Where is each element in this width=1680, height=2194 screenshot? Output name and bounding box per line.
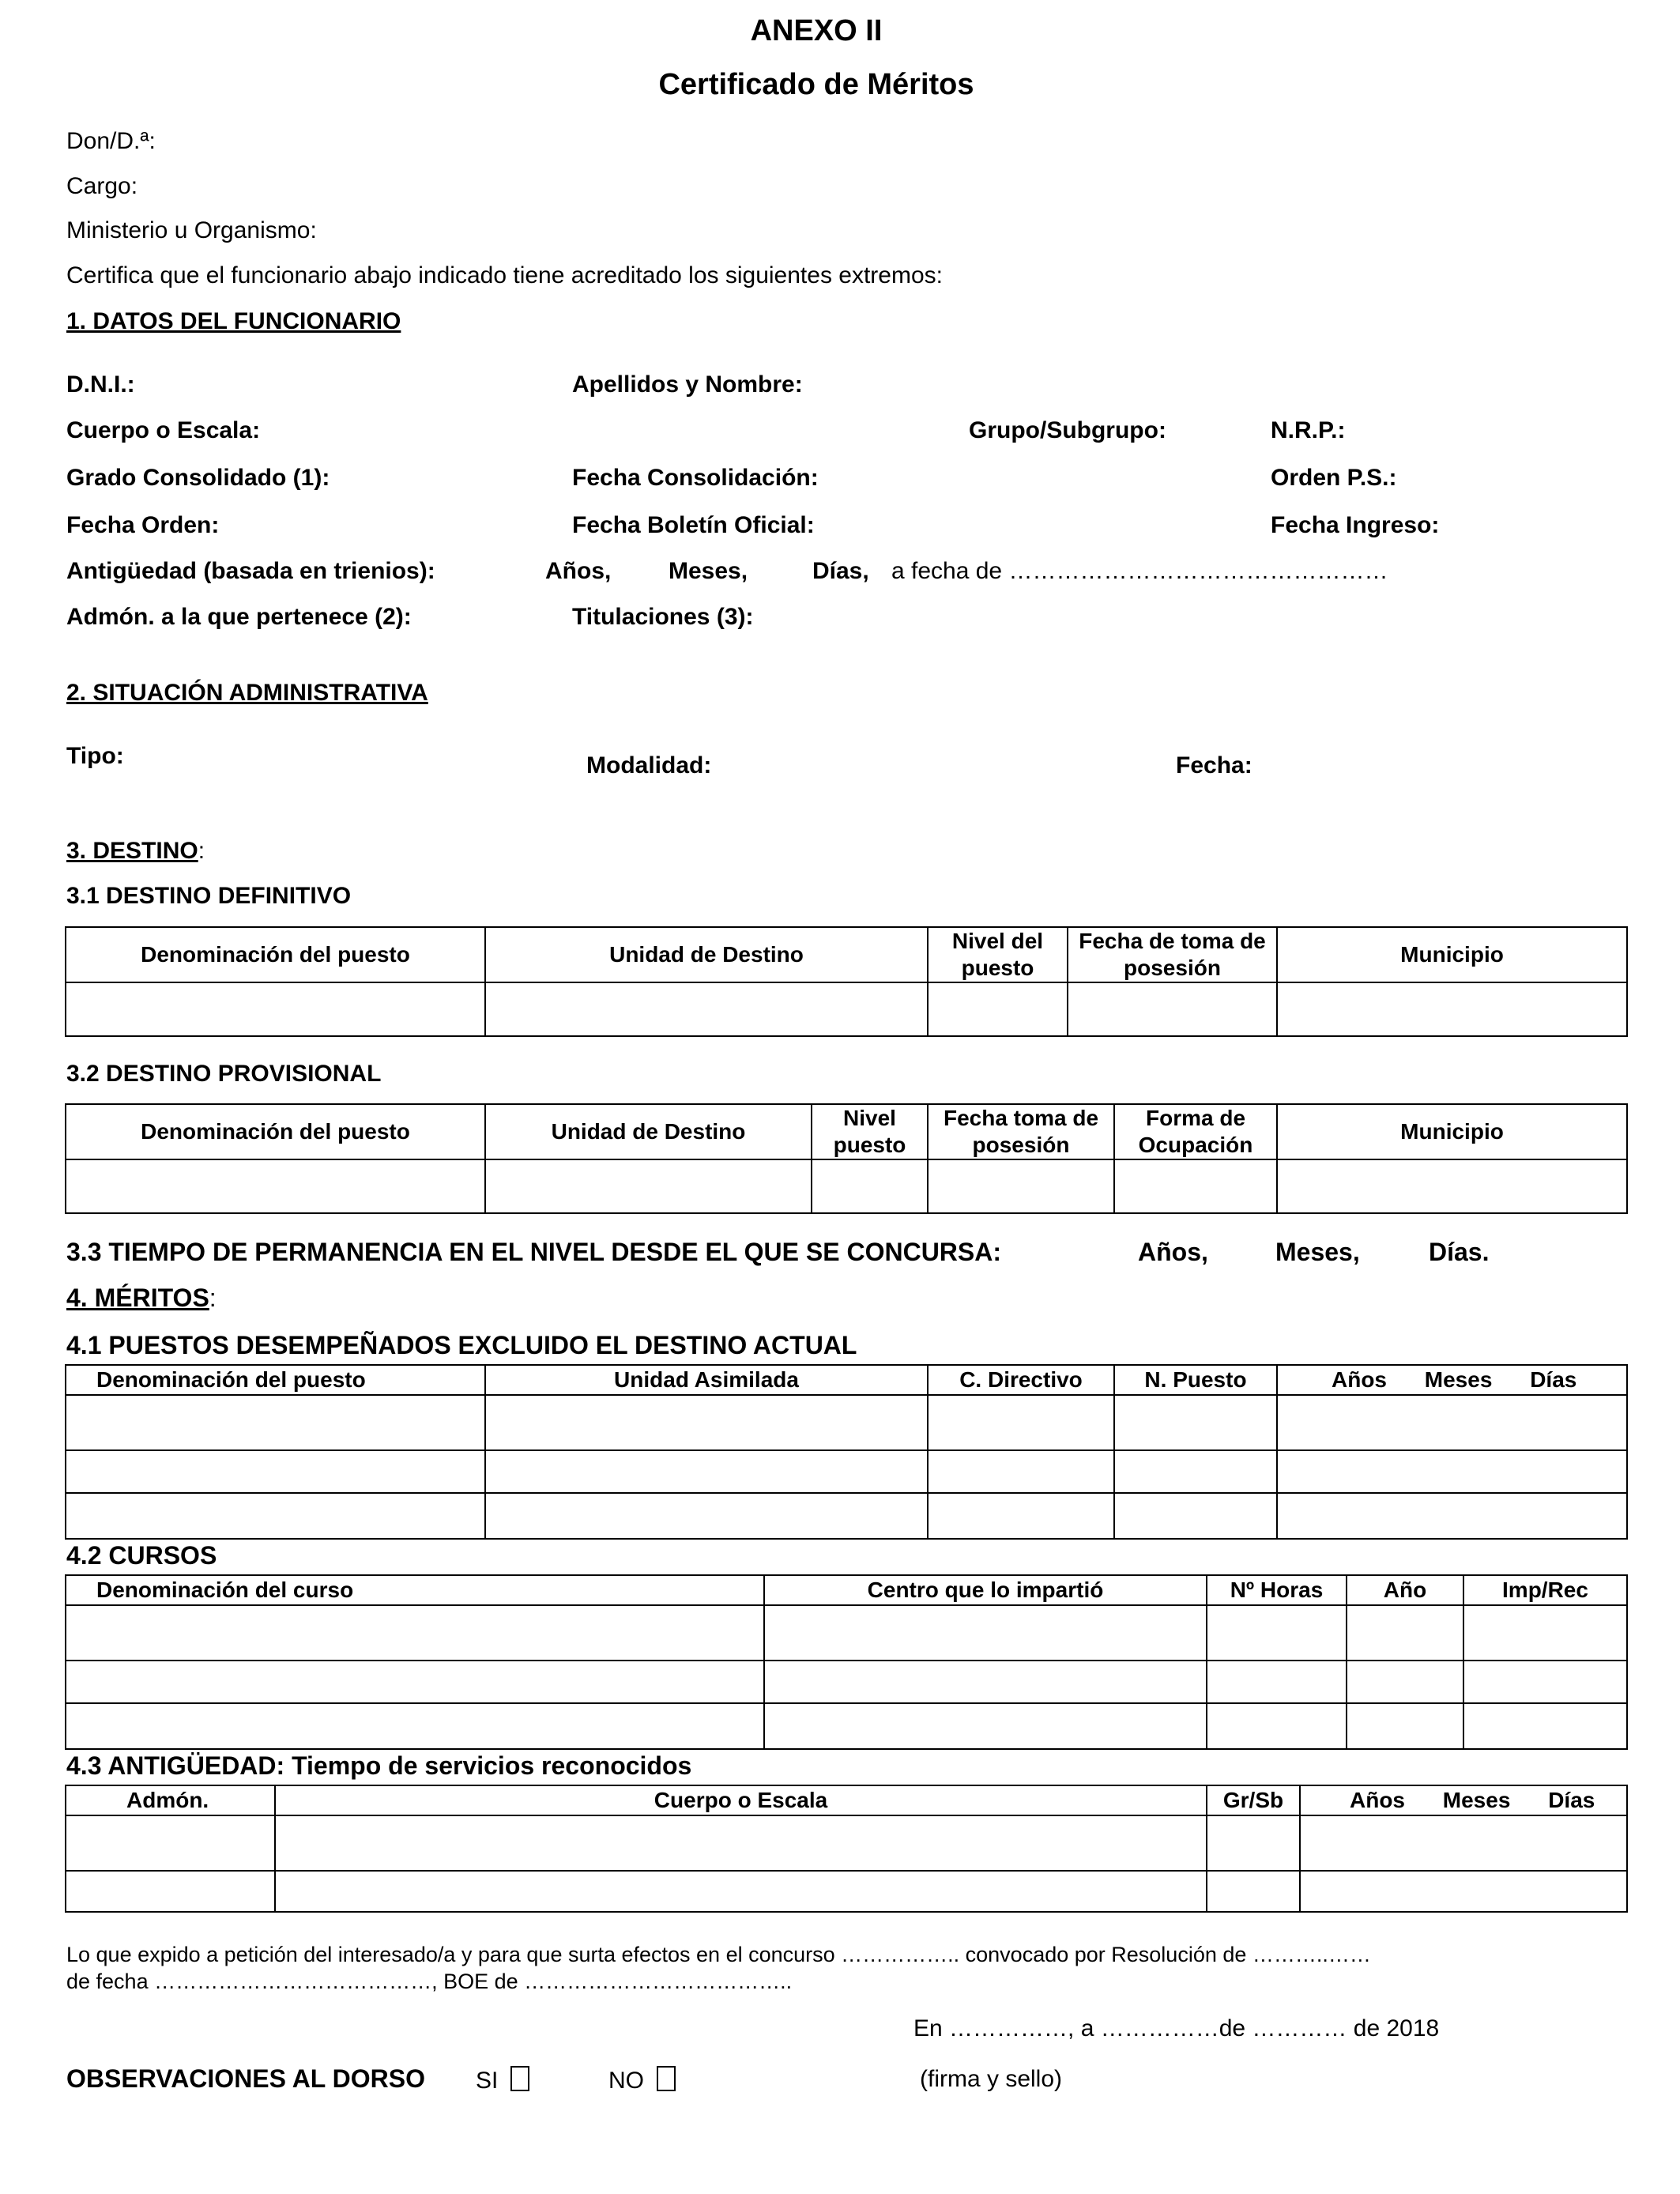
observaciones-label: OBSERVACIONES AL DORSO	[66, 2064, 425, 2093]
input-cell[interactable]	[1347, 1703, 1463, 1749]
input-cell[interactable]	[66, 1395, 485, 1450]
col-unidad-asimilada: Unidad Asimilada	[485, 1365, 928, 1395]
annex-title: ANEXO II	[750, 14, 883, 47]
antiguedad-fecha: a fecha de …………………………………………	[891, 558, 1388, 584]
table-row	[66, 1703, 1627, 1749]
section2-heading: 2. SITUACIÓN ADMINISTRATIVA	[66, 680, 428, 706]
input-cell[interactable]	[1463, 1605, 1627, 1661]
fecha-ingreso-label: Fecha Ingreso:	[1271, 512, 1440, 538]
input-cell[interactable]	[66, 1703, 764, 1749]
col-denominacion: Denominación del puesto	[66, 927, 485, 982]
col-gr-sb: Gr/Sb	[1207, 1785, 1300, 1815]
col-fecha-toma: Fecha de toma de posesión	[1068, 927, 1277, 982]
input-cell[interactable]	[1277, 1395, 1627, 1450]
input-cell[interactable]	[764, 1703, 1207, 1749]
section4-heading-colon: :	[209, 1284, 217, 1312]
input-cell[interactable]	[764, 1661, 1207, 1703]
input-cell[interactable]	[928, 1450, 1114, 1493]
col-imp-rec: Imp/Rec	[1463, 1575, 1627, 1605]
input-cell[interactable]	[1114, 1493, 1277, 1539]
section3-heading-colon: :	[198, 838, 205, 864]
input-cell[interactable]	[485, 1450, 928, 1493]
si-option	[476, 2066, 529, 2094]
input-cell[interactable]	[485, 982, 928, 1036]
destino-provisional-table	[65, 1103, 1628, 1214]
footer-line1: Lo que expido a petición del interesado/a y para que surta efectos en el concurso …………….. convocado por Resolución de ………..……	[66, 1943, 1371, 1966]
input-cell[interactable]	[485, 1395, 928, 1450]
input-cell[interactable]	[66, 1605, 764, 1661]
firma-label: (firma y sello)	[920, 2066, 1063, 2092]
input-cell[interactable]	[66, 1871, 275, 1912]
input-cell[interactable]	[1114, 1395, 1277, 1450]
fecha-boletin-label: Fecha Boletín Oficial:	[572, 512, 815, 538]
col-municipio: Municipio	[1277, 1104, 1627, 1159]
titulaciones-label: Titulaciones (3):	[572, 604, 754, 630]
antiguedad-label: Antigüedad (basada en trienios):	[66, 558, 435, 584]
input-cell[interactable]	[1277, 1493, 1627, 1539]
input-cell[interactable]	[1347, 1661, 1463, 1703]
input-cell[interactable]	[1207, 1605, 1347, 1661]
table-row	[66, 1450, 1627, 1493]
permanencia-meses: Meses,	[1275, 1238, 1360, 1266]
col-ano: Año	[1347, 1575, 1463, 1605]
input-cell[interactable]	[66, 1493, 485, 1539]
input-cell[interactable]	[66, 1159, 485, 1213]
col-meses: Meses	[1424, 1367, 1493, 1392]
si-checkbox[interactable]	[510, 2066, 529, 2091]
permanencia-dias: Días.	[1429, 1238, 1490, 1266]
input-cell[interactable]	[275, 1815, 1207, 1871]
col-horas: Nº Horas	[1207, 1575, 1347, 1605]
no-checkbox[interactable]	[657, 2066, 676, 2091]
table-row	[66, 982, 1627, 1036]
col-anos: Años	[1350, 1788, 1405, 1812]
col-fecha-toma: Fecha toma de posesión	[928, 1104, 1114, 1159]
table-row	[66, 1605, 1627, 1661]
input-cell[interactable]	[1207, 1815, 1300, 1871]
antiguedad-dias: Días,	[812, 558, 869, 584]
col-dias: Días	[1530, 1367, 1577, 1392]
antiguedad-anos: Años,	[545, 558, 612, 584]
fecha-consolidacion-label: Fecha Consolidación:	[572, 465, 819, 491]
input-cell[interactable]	[928, 1493, 1114, 1539]
section42-heading: 4.2 CURSOS	[66, 1541, 217, 1570]
col-denominacion-curso: Denominación del curso	[66, 1575, 764, 1605]
admon-label: Admón. a la que pertenece (2):	[66, 604, 412, 630]
input-cell[interactable]	[66, 1661, 764, 1703]
certifica-text: Certifica que el funcionario abajo indicado tiene acreditado los siguientes extremos:	[66, 262, 943, 288]
ministerio-label: Ministerio u Organismo:	[66, 217, 317, 243]
col-meses: Meses	[1442, 1788, 1511, 1812]
input-cell[interactable]	[1300, 1871, 1627, 1912]
grado-label: Grado Consolidado (1):	[66, 465, 330, 491]
col-admon: Admón.	[66, 1785, 275, 1815]
nrp-label: N.R.P.:	[1271, 417, 1346, 443]
section1-heading: 1. DATOS DEL FUNCIONARIO	[66, 308, 401, 334]
dni-label: D.N.I.:	[66, 371, 135, 398]
col-denominacion: Denominación del puesto	[66, 1104, 485, 1159]
input-cell[interactable]	[485, 1493, 928, 1539]
antiguedad-table	[65, 1785, 1628, 1913]
input-cell[interactable]	[1277, 1159, 1627, 1213]
input-cell[interactable]	[1068, 982, 1277, 1036]
section33-heading: 3.3 TIEMPO DE PERMANENCIA EN EL NIVEL DESDE EL QUE SE CONCURSA:	[66, 1238, 1002, 1266]
input-cell[interactable]	[1463, 1661, 1627, 1703]
document-title: Certificado de Méritos	[658, 68, 974, 101]
don-label: Don/D.ª:	[66, 128, 156, 154]
input-cell[interactable]	[764, 1605, 1207, 1661]
orden-ps-label: Orden P.S.:	[1271, 465, 1397, 491]
input-cell[interactable]	[485, 1159, 812, 1213]
section31-heading: 3.1 DESTINO DEFINITIVO	[66, 883, 352, 909]
col-dias: Días	[1548, 1788, 1595, 1812]
col-unidad-destino: Unidad de Destino	[485, 1104, 812, 1159]
table-row	[66, 1395, 1627, 1450]
input-cell[interactable]	[66, 982, 485, 1036]
input-cell[interactable]	[1277, 982, 1627, 1036]
input-cell[interactable]	[66, 1815, 275, 1871]
input-cell[interactable]	[66, 1450, 485, 1493]
no-label: NO	[608, 2068, 644, 2094]
section3-heading	[66, 838, 205, 865]
section41-heading: 4.1 PUESTOS DESEMPEÑADOS EXCLUIDO EL DESTINO ACTUAL	[66, 1331, 857, 1359]
col-denominacion: Denominación del puesto	[66, 1365, 485, 1395]
input-cell[interactable]	[928, 982, 1068, 1036]
col-anos: Años	[1332, 1367, 1387, 1392]
permanencia-anos: Años,	[1138, 1238, 1208, 1266]
apellidos-label: Apellidos y Nombre:	[572, 371, 803, 398]
modalidad-label: Modalidad:	[586, 752, 712, 778]
cuerpo-label: Cuerpo o Escala:	[66, 417, 261, 443]
puestos-table	[65, 1364, 1628, 1540]
input-cell[interactable]	[1114, 1159, 1277, 1213]
destino-definitivo-table	[65, 926, 1628, 1037]
input-cell[interactable]	[1207, 1871, 1300, 1912]
grupo-label: Grupo/Subgrupo:	[969, 417, 1166, 443]
col-municipio: Municipio	[1277, 927, 1627, 982]
input-cell[interactable]	[1463, 1703, 1627, 1749]
input-cell[interactable]	[1277, 1450, 1627, 1493]
fecha-situacion-label: Fecha:	[1176, 752, 1252, 778]
table-row	[66, 1159, 1627, 1213]
no-option	[608, 2066, 676, 2094]
tipo-label: Tipo:	[66, 743, 124, 769]
col-tiempo	[1300, 1785, 1627, 1815]
col-nivel: Nivel del puesto	[928, 927, 1068, 982]
fecha-orden-label: Fecha Orden:	[66, 512, 220, 538]
input-cell[interactable]	[275, 1871, 1207, 1912]
place-date: En ……………, a ……………de ………… de 2018	[913, 2015, 1440, 2041]
input-cell[interactable]	[928, 1395, 1114, 1450]
col-n-puesto: N. Puesto	[1114, 1365, 1277, 1395]
table-row	[66, 1493, 1627, 1539]
input-cell[interactable]	[1207, 1661, 1347, 1703]
table-row	[66, 1661, 1627, 1703]
antiguedad-meses: Meses,	[669, 558, 748, 584]
cargo-label: Cargo:	[66, 173, 138, 199]
col-cuerpo-escala: Cuerpo o Escala	[275, 1785, 1207, 1815]
input-cell[interactable]	[928, 1159, 1114, 1213]
section43-heading: 4.3 ANTIGÜEDAD: Tiempo de servicios reconocidos	[66, 1751, 692, 1780]
input-cell[interactable]	[1300, 1815, 1627, 1871]
section4-heading-text: 4. MÉRITOS	[66, 1284, 209, 1312]
footer-line2: de fecha …………………………………, BOE de ………………………………..	[66, 1970, 793, 1993]
table-row	[66, 1871, 1627, 1912]
input-cell[interactable]	[1207, 1703, 1347, 1749]
si-label: SI	[476, 2068, 499, 2094]
col-c-directivo: C. Directivo	[928, 1365, 1114, 1395]
input-cell[interactable]	[812, 1159, 928, 1213]
col-nivel: Nivel puesto	[812, 1104, 928, 1159]
input-cell[interactable]	[1347, 1605, 1463, 1661]
section4-heading	[66, 1284, 217, 1313]
section3-heading-text: 3. DESTINO	[66, 838, 198, 864]
col-unidad-destino: Unidad de Destino	[485, 927, 928, 982]
cursos-table	[65, 1574, 1628, 1750]
input-cell[interactable]	[1114, 1450, 1277, 1493]
col-centro: Centro que lo impartió	[764, 1575, 1207, 1605]
col-tiempo	[1277, 1365, 1627, 1395]
col-forma-ocupacion: Forma de Ocupación	[1114, 1104, 1277, 1159]
section32-heading: 3.2 DESTINO PROVISIONAL	[66, 1061, 382, 1087]
table-row	[66, 1815, 1627, 1871]
